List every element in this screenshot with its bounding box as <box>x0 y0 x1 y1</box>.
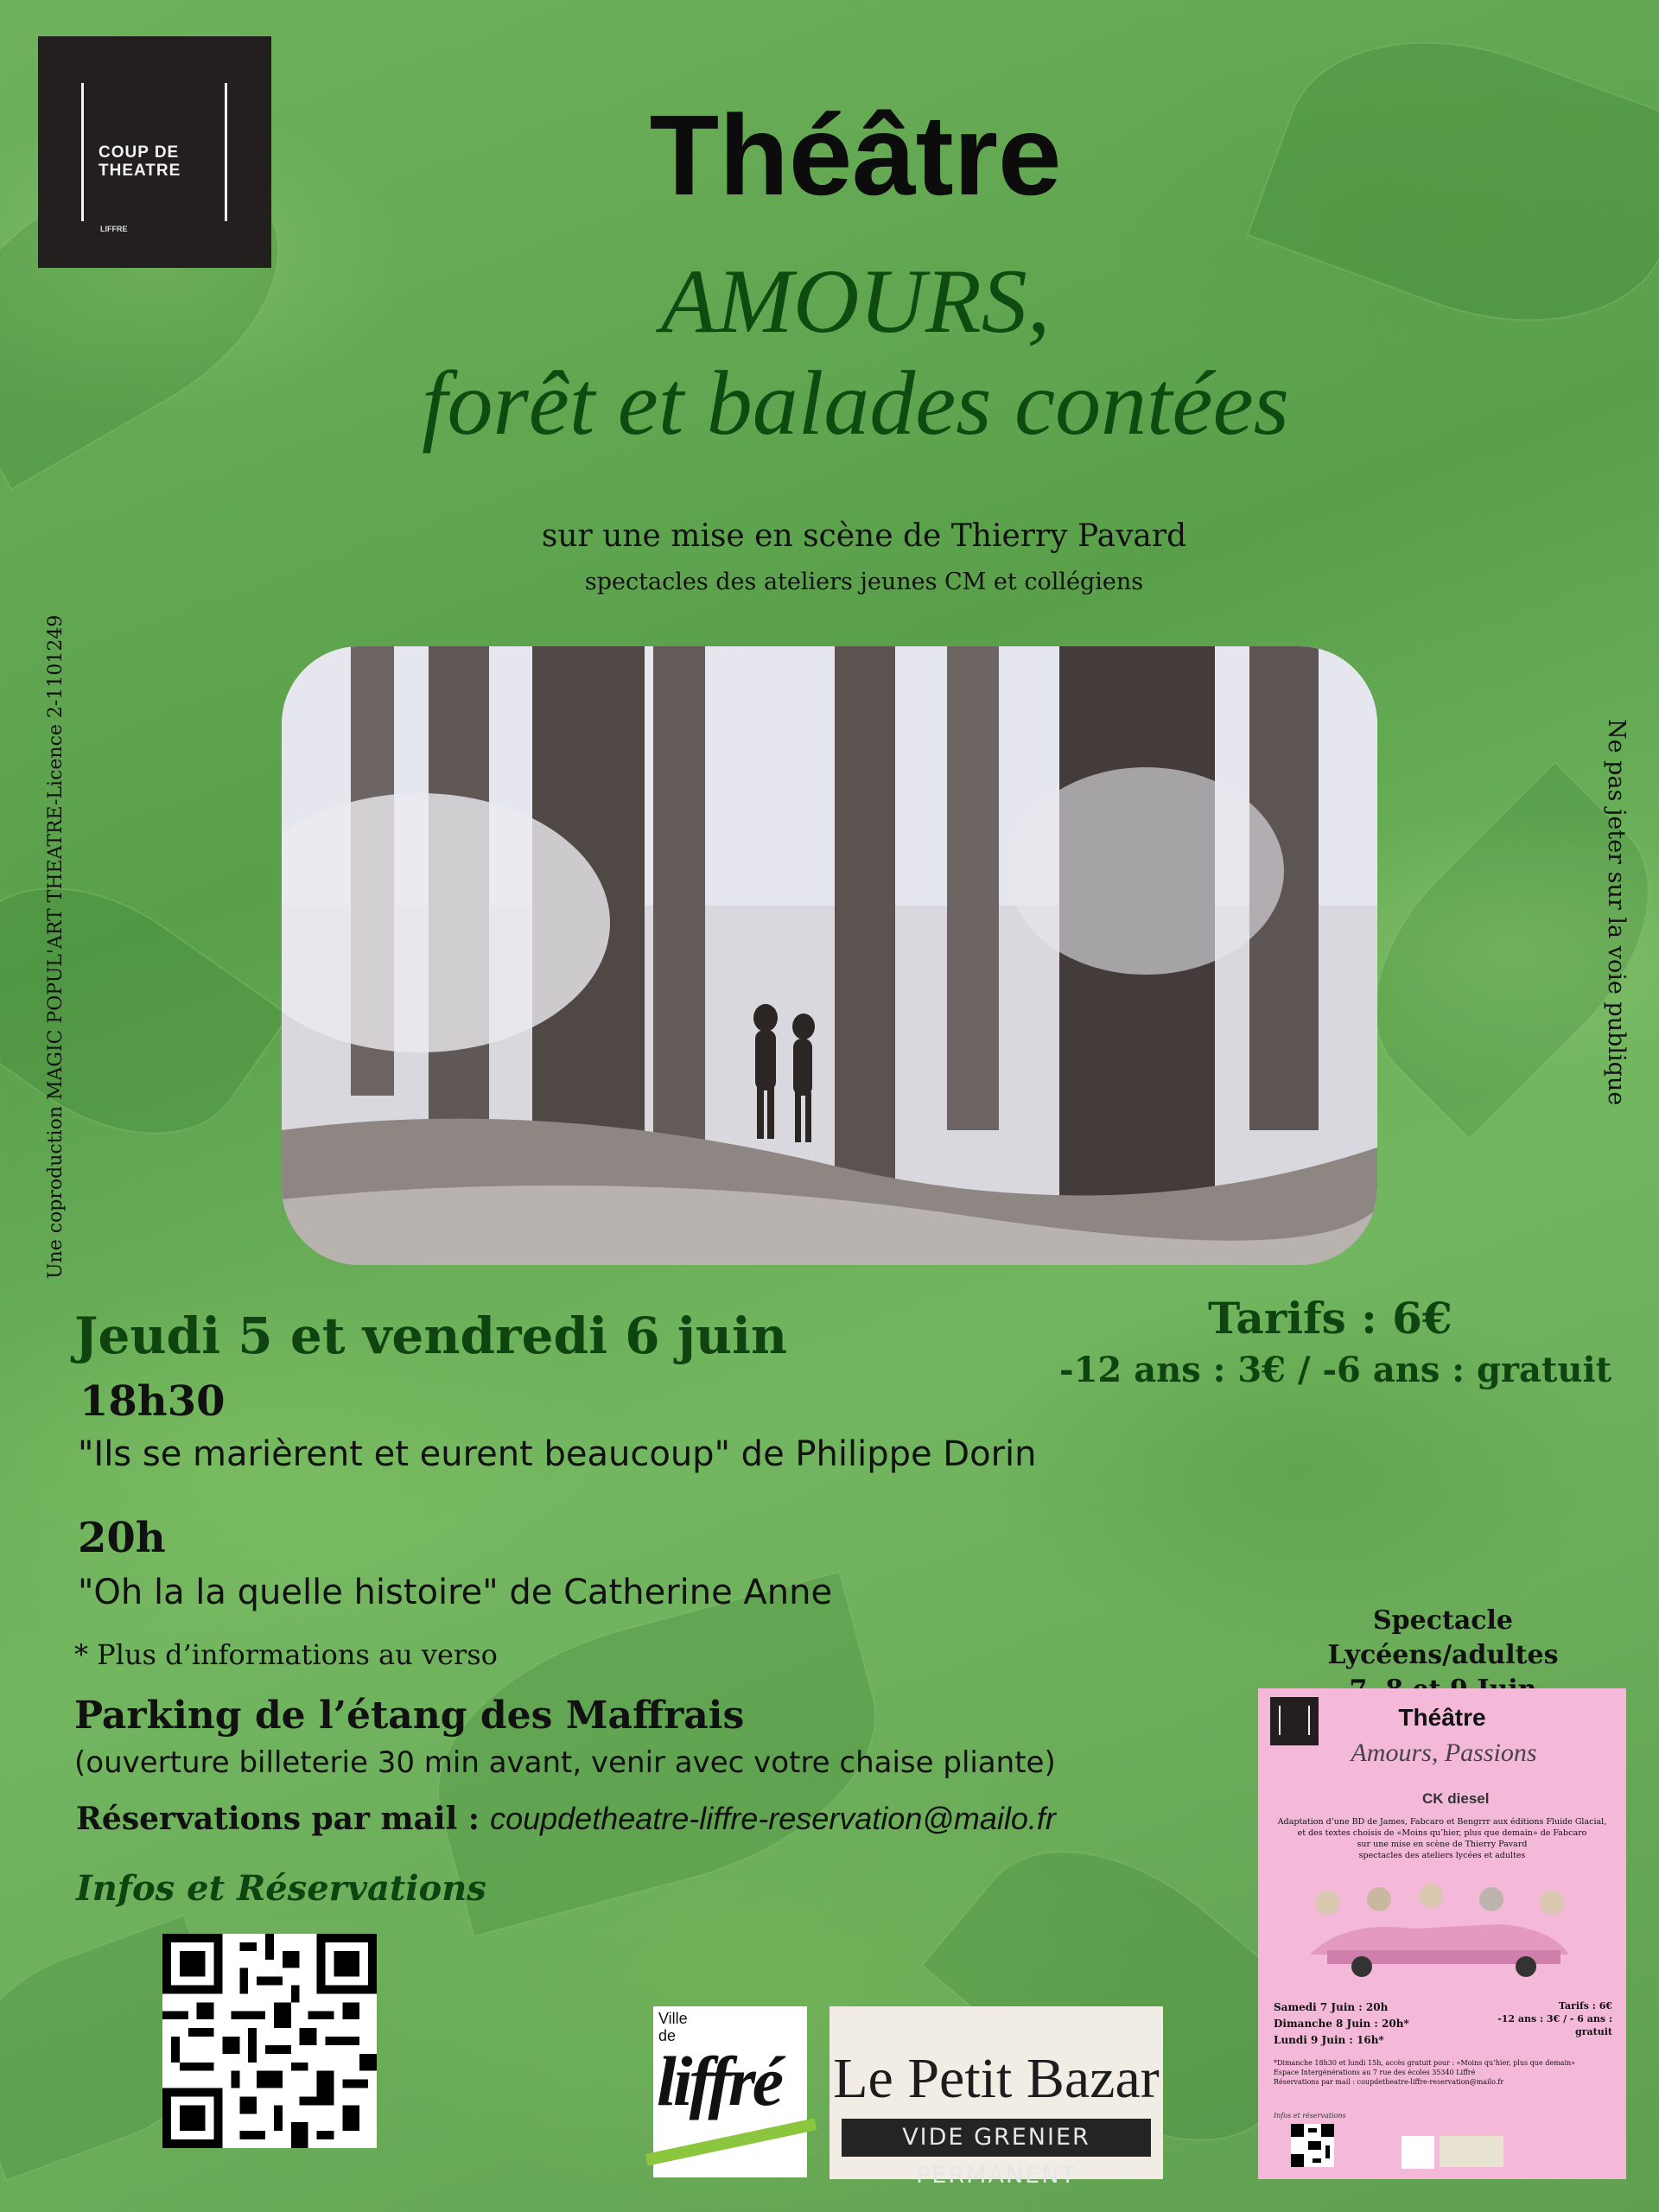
bazar-name: Le Petit Bazar <box>833 2047 1160 2110</box>
reservation-email[interactable]: coupdetheatre-liffre-reservation@mailo.fr <box>490 1801 1056 1836</box>
liffre-name: liffré <box>657 2042 781 2120</box>
qr-code[interactable] <box>162 1934 377 2148</box>
session2-play: "Oh la la quelle histoire" de Catherine Anne <box>78 1573 833 1612</box>
lyceens-heading-line1: Spectacle Lycéens/adultes <box>1327 1605 1559 1670</box>
liffre-swoosh <box>645 2118 817 2165</box>
reservation-label: Réservations par mail : <box>76 1801 480 1837</box>
ville-de-liffre-logo <box>653 2006 807 2177</box>
show-title-line1: AMOURS, <box>660 251 1051 352</box>
mini-ck-diesel: CK diesel <box>1422 1790 1490 1807</box>
mini-petit-bazar-logo <box>1440 2136 1503 2167</box>
liffre-ville-label: Ville de <box>658 2010 688 2044</box>
mini-info: *Dimanche 18h30 et lundi 15h, accès gratuit pour : «Moins qu’hier, plus que demain» Espace Intergénérations au 7 rue des écoles 35340 Liffré Réservations par mail : coupdetheatre-liffre-reservation@mailo.fr <box>1274 2059 1576 2086</box>
le-petit-bazar-logo <box>830 2006 1163 2189</box>
workshops-note: spectacles des ateliers jeunes CM et collégiens <box>584 569 1144 595</box>
more-info-note: * Plus d’informations au verso <box>74 1638 498 1671</box>
mini-cartoon-illustration <box>1293 1877 1595 1980</box>
bazar-band: VIDE GRENIER PERMANENT <box>842 2119 1151 2157</box>
mini-infos-label: Infos et réservations <box>1274 2112 1346 2120</box>
logo-subtext: LIFFRE <box>100 225 128 233</box>
show-title-line2: forêt et balades contées <box>422 353 1289 454</box>
mini-tarifs: Tarifs : 6€ -12 ans : 3€ / - 6 ans : gratuit <box>1497 2000 1612 2037</box>
tarifs-detail: -12 ans : 3€ / -6 ans : gratuit <box>1059 1350 1612 1390</box>
session1-play: "Ils se marièrent et eurent beaucoup" de Philippe Dorin <box>78 1434 1037 1474</box>
ticket-office-note: (ouverture billeterie 30 min avant, venir avec votre chaise pliante) <box>74 1745 1056 1780</box>
session2-time: 20h <box>78 1514 166 1562</box>
mini-show-title: Amours, Passions <box>1351 1738 1537 1767</box>
coproduction-note: Une coproduction MAGIC POPUL'ART THEATRE-Licence 2-1101249 <box>45 614 67 1279</box>
mini-title: Théâtre <box>1398 1704 1486 1731</box>
mini-dates: Samedi 7 Juin : 20h Dimanche 8 Juin : 20h* Lundi 9 Juin : 16h* <box>1274 2001 1409 2046</box>
logo-text: COUP DE THEATRE <box>99 143 181 180</box>
leaf-decoration <box>0 836 290 1185</box>
mini-qr-code <box>1291 2124 1334 2167</box>
coup-de-theatre-logo <box>38 36 271 268</box>
infos-reservations-label: Infos et Réservations <box>76 1868 486 1909</box>
performance-dates: Jeudi 5 et vendredi 6 juin <box>74 1306 788 1365</box>
tarifs-title: Tarifs : 6€ <box>1208 1293 1452 1344</box>
forest-illustration <box>282 646 1377 1265</box>
show-title <box>259 251 1452 454</box>
venue: Parking de l’étang des Maffrais <box>74 1694 745 1738</box>
session1-time: 18h30 <box>79 1377 226 1426</box>
mini-liffre-logo <box>1402 2136 1434 2169</box>
disposal-note: Ne pas jeter sur la voie publique <box>1603 719 1630 1106</box>
director-credit: sur une mise en scène de Thierry Pavard <box>541 518 1187 554</box>
poster-title: Théâtre <box>649 92 1062 219</box>
mini-adaptation-note: Adaptation d’une BD de James, Fabcaro et Bengrrr aux éditions Fluide Glacial, et des textes choisis de «Moins qu’hier, plus que demain» de Fabcaro sur une mise en scène de Thierry Pavard spectacles des ateliers lycées et adultes <box>1277 1817 1607 1860</box>
mini-poster-amours-passions <box>1258 1688 1626 2179</box>
reservation-line <box>76 1801 1056 1837</box>
